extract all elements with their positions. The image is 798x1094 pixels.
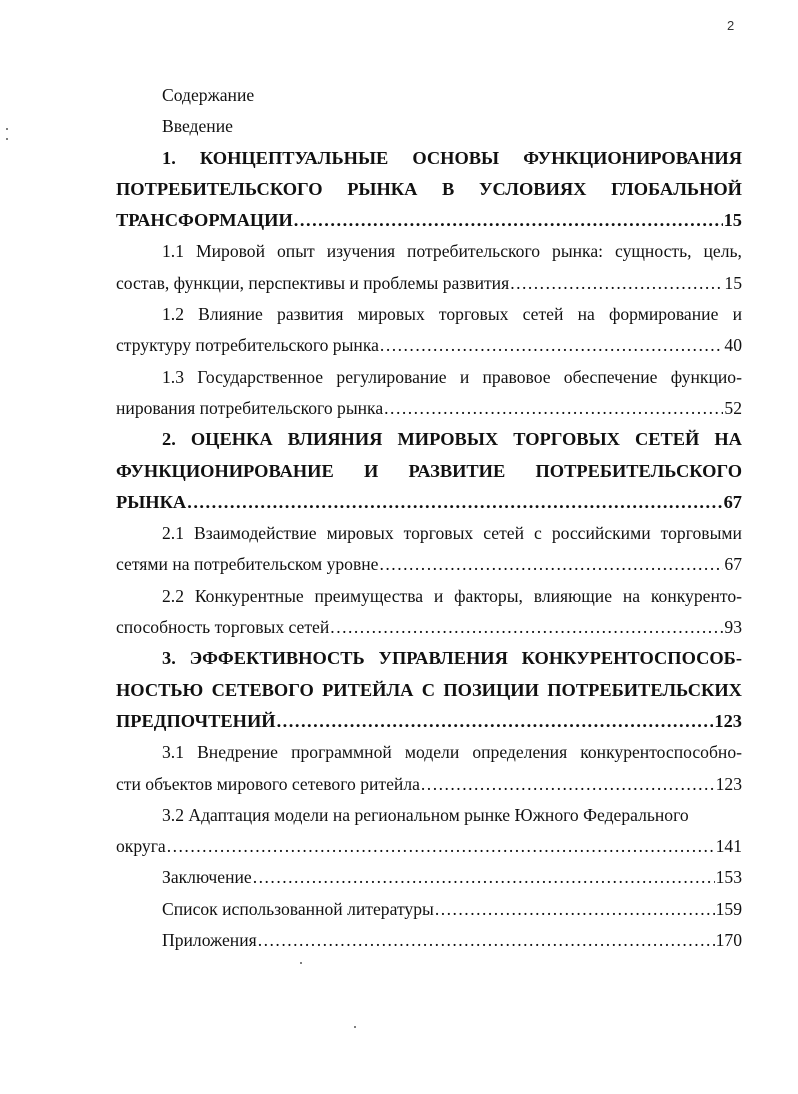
chapter-2-heading-line-1 (116, 424, 742, 455)
section-1-3-line-1 (116, 362, 742, 393)
toc-word: ФУНКЦИОНИРОВАНИЕ (116, 460, 334, 481)
chapter-3-page: 123 (714, 710, 742, 731)
section-1-2-line-1 (116, 299, 742, 330)
conclusion-page: 153 (715, 867, 742, 888)
toc-conclusion (116, 862, 742, 893)
references-title: Список использованной литературы (162, 898, 434, 919)
appendices-page: 170 (715, 930, 742, 951)
scan-speck (6, 128, 8, 130)
toc-word: Государственное (197, 366, 324, 387)
toc-word: программной (291, 742, 392, 763)
toc-word: формирование (608, 304, 719, 325)
scan-speck (6, 138, 8, 140)
toc-word: и (732, 304, 742, 325)
section-2-1-line-1 (116, 518, 742, 549)
chapter-3-heading-line-3 (116, 706, 742, 737)
toc-word: С (421, 679, 436, 700)
chapter-3-title-end: ПРЕДПОЧТЕНИЙ (116, 710, 276, 731)
toc-word: В (442, 178, 455, 199)
section-2-2-title-end: способность торговых сетей (116, 617, 330, 638)
dot-leader (294, 205, 723, 236)
chapter-2-title-end: РЫНКА (116, 491, 187, 512)
toc-word: на (622, 585, 641, 606)
toc-word: сущность, (615, 241, 692, 262)
toc-word: РИТЕЙЛА (322, 679, 414, 700)
chapter-2-heading-line-3 (116, 487, 742, 518)
section-3-2-line-2 (116, 831, 742, 862)
toc-word: Конкурентные (194, 585, 304, 606)
toc-word: 3.1 (162, 742, 184, 763)
dot-leader (421, 769, 715, 800)
toc-word: торговыми (660, 523, 742, 544)
toc-word: 2. (162, 429, 176, 450)
section-2-2-line-2 (116, 612, 742, 643)
toc-word: 1.3 (162, 366, 184, 387)
section-1-2-page: 40 (724, 335, 742, 356)
toc-word: 1.2 (162, 304, 184, 325)
toc-word: МИРОВЫХ (397, 429, 499, 450)
toc-word: определения (472, 742, 568, 763)
dot-leader (187, 487, 722, 518)
toc-word: ТОРГОВЫХ (513, 429, 620, 450)
toc-word: мировых (326, 523, 394, 544)
toc-word: ГЛОБАЛЬНОЙ (611, 178, 742, 199)
toc-word: конкурентоспособно- (580, 742, 742, 763)
dot-leader (435, 894, 715, 925)
section-1-1-line-1 (116, 236, 742, 267)
toc-word: Мировой (195, 241, 266, 262)
toc-word: Взаимодействие (194, 523, 317, 544)
toc-word: сетей (522, 304, 564, 325)
toc-word: и (433, 585, 444, 606)
section-3-1-line-1 (116, 737, 742, 768)
toc-word: СЕТЕЙ (634, 429, 700, 450)
section-3-2-page: 141 (715, 836, 742, 857)
conclusion-title: Заключение (162, 867, 252, 888)
toc-introduction: Введение (162, 116, 233, 137)
toc-word: ОЦЕНКА (190, 429, 273, 450)
toc-word: ПОТРЕБИТЕЛЬСКОГО (116, 178, 323, 199)
section-1-3-line-2 (116, 393, 742, 424)
section-1-3-page: 52 (724, 397, 742, 418)
toc-word: СЕТЕВОГО (211, 679, 314, 700)
dot-leader (380, 330, 723, 361)
toc-word: 1. (162, 147, 176, 168)
toc-word: ПОЗИЦИИ (443, 679, 539, 700)
dot-leader (167, 831, 715, 862)
toc-word: преимущества (314, 585, 424, 606)
chapter-2-heading-line-2 (116, 456, 742, 487)
toc-word: функцио- (670, 366, 742, 387)
toc-appendices (116, 925, 742, 956)
toc-word: факторы, (454, 585, 523, 606)
section-3-2-line-1: 3.2 Адаптация модели на региональном рынке Южного Федерального (162, 804, 689, 825)
toc-word: сетей (483, 523, 524, 544)
toc-word: правовое (482, 366, 551, 387)
toc-word: 2.2 (162, 585, 184, 606)
page-number: 2 (727, 18, 735, 33)
dot-leader (384, 393, 723, 424)
toc-word: торговых (438, 304, 509, 325)
toc-word: обеспечение (563, 366, 658, 387)
chapter-1-heading-line-3 (116, 205, 742, 236)
chapter-2-page: 67 (723, 491, 742, 512)
section-1-1-page: 15 (724, 272, 742, 293)
section-1-1-line-2 (116, 268, 742, 299)
dot-leader (330, 612, 723, 643)
toc-word: конкуренто- (650, 585, 742, 606)
scan-speck (300, 962, 302, 964)
chapter-1-page: 15 (723, 210, 742, 231)
section-2-2-page: 93 (724, 617, 742, 638)
toc-word: УПРАВЛЕНИЯ (378, 648, 508, 669)
section-1-2-line-2 (116, 330, 742, 361)
dot-leader (253, 862, 715, 893)
toc-word: и (459, 366, 470, 387)
toc-word: опыт (277, 241, 315, 262)
section-3-2-title-end: округа (116, 836, 166, 857)
dot-leader (510, 268, 723, 299)
toc-word: влияющие (533, 585, 613, 606)
toc-word: российскими (551, 523, 651, 544)
toc-word: КОНКУРЕНТОСПОСОБ- (521, 648, 742, 669)
table-of-contents (116, 80, 742, 956)
chapter-3-heading-line-2 (116, 675, 742, 706)
toc-word: ЭФФЕКТИВНОСТЬ (189, 648, 365, 669)
section-2-1-title-end: сетями на потребительском уровне (116, 554, 379, 575)
toc-word: модели (404, 742, 460, 763)
toc-word: НОСТЬЮ (116, 679, 204, 700)
toc-references (116, 894, 742, 925)
toc-word: ОСНОВЫ (412, 147, 500, 168)
dot-leader (380, 549, 724, 580)
chapter-1-title-end: ТРАНСФОРМАЦИИ (116, 210, 293, 231)
toc-word: развития (277, 304, 344, 325)
section-3-1-page: 123 (715, 773, 742, 794)
toc-word: ПОТРЕБИТЕЛЬСКОГО (535, 460, 742, 481)
toc-word: на (577, 304, 595, 325)
toc-word: УСЛОВИЯХ (478, 178, 587, 199)
toc-word: КОНЦЕПТУАЛЬНЫЕ (199, 147, 389, 168)
chapter-3-heading-line-1 (116, 643, 742, 674)
chapter-1-heading-line-2 (116, 174, 742, 205)
toc-word: мировых (357, 304, 425, 325)
toc-word: изучения (326, 241, 396, 262)
toc-word: потребительского (407, 241, 541, 262)
section-3-1-title-end: сти объектов мирового сетевого ритейла (116, 773, 420, 794)
toc-word: 1.1 (162, 241, 184, 262)
toc-word: с (534, 523, 542, 544)
section-1-2-title-end: структуру потребительского рынка (116, 335, 379, 356)
toc-word: Внедрение (197, 742, 278, 763)
references-page: 159 (715, 898, 742, 919)
toc-word: рынка: (552, 241, 604, 262)
toc-word: И (363, 460, 379, 481)
scan-speck (354, 1026, 356, 1028)
section-3-1-line-2 (116, 769, 742, 800)
toc-title: Содержание (162, 85, 255, 105)
toc-word: регулирование (336, 366, 447, 387)
toc-word: Влияние (198, 304, 263, 325)
chapter-1-heading-line-1 (116, 143, 742, 174)
toc-word: ПОТРЕБИТЕЛЬСКИХ (547, 679, 742, 700)
dot-leader (258, 925, 715, 956)
toc-word: РАЗВИТИЕ (408, 460, 506, 481)
toc-word: РЫНКА (347, 178, 418, 199)
toc-word: 2.1 (162, 523, 184, 544)
toc-word: ФУНКЦИОНИРОВАНИЯ (523, 147, 742, 168)
section-2-1-page: 67 (724, 554, 742, 575)
toc-word: 3. (162, 648, 176, 669)
toc-word: торговых (403, 523, 474, 544)
section-2-2-line-1 (116, 581, 742, 612)
section-2-1-line-2 (116, 549, 742, 580)
toc-word: цель, (703, 241, 742, 262)
toc-word: НА (714, 429, 742, 450)
section-1-1-title-end: состав, функции, перспективы и проблемы развития (116, 272, 510, 293)
dot-leader (277, 706, 714, 737)
appendices-title: Приложения (162, 930, 257, 951)
section-1-3-title-end: нирования потребительского рынка (116, 397, 384, 418)
toc-word: ВЛИЯНИЯ (287, 429, 383, 450)
